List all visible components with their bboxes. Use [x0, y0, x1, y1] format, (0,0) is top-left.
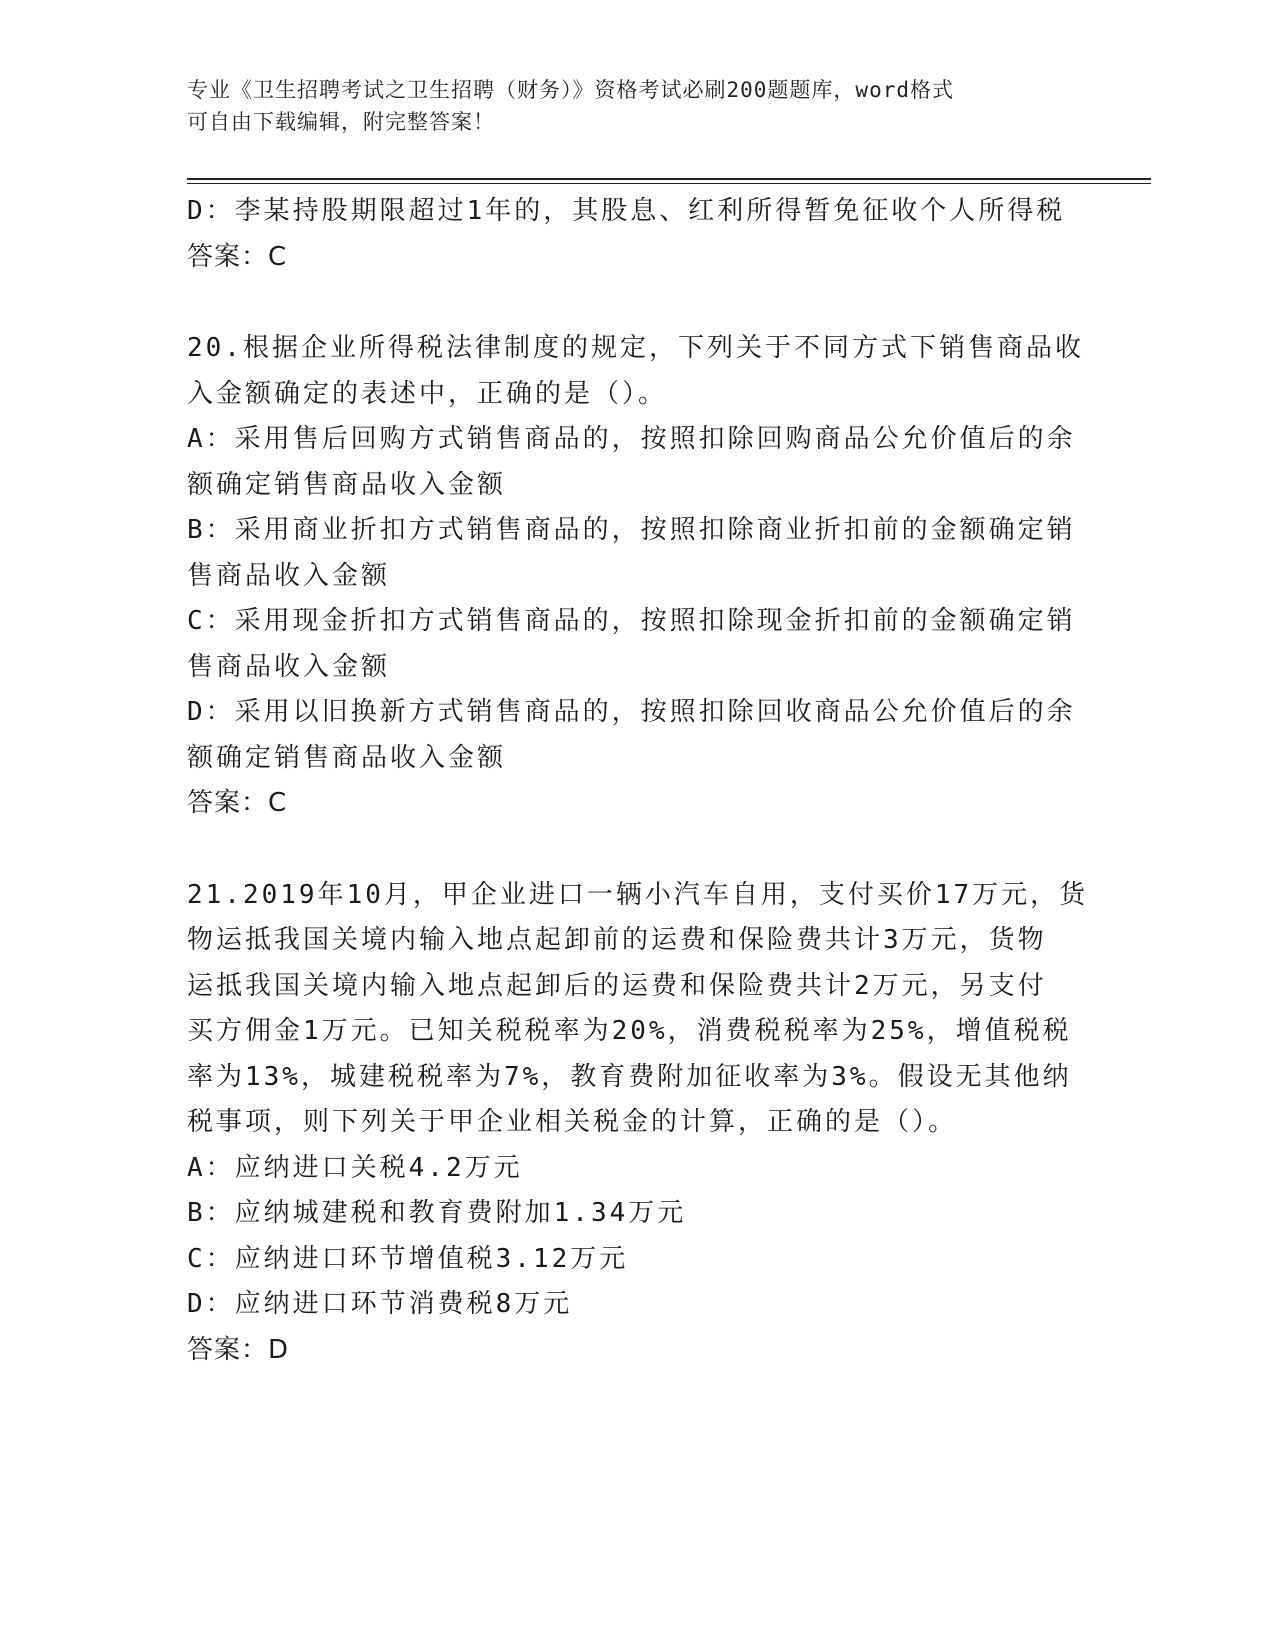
- question-gap: [187, 827, 1087, 873]
- option-c: C：应纳进口环节增值税3.12万元: [187, 1243, 629, 1274]
- question-stem-line: 率为13%，城建税税率为7%，教育费附加征收率为3%。假设无其他纳: [187, 1061, 1072, 1092]
- option-a: A：应纳进口关税4.2万元: [187, 1152, 523, 1183]
- option-a: A：采用售后回购方式销售商品的，按照扣除回购商品公允价值后的余: [187, 424, 1076, 454]
- option-c-continued: 售商品收入金额: [187, 651, 391, 682]
- option-b: B：采用商业折扣方式销售商品的，按照扣除商业折扣前的金额确定销: [187, 515, 1076, 545]
- question-stem-line: 运抵我国关境内输入地点起卸后的运费和保险费共计2万元，另支付: [187, 970, 1047, 1001]
- option-b: B：应纳城建税和教育费附加1.34万元: [187, 1198, 687, 1228]
- question-gap: [187, 280, 1087, 326]
- header-line-1: 专业《卫生招聘考试之卫生招聘（财务）》资格考试必刷200题题库，word格式: [187, 78, 954, 102]
- option-d-continued: 额确定销售商品收入金额: [187, 742, 507, 773]
- question-stem-line: 入金额确定的表述中，正确的是（）。: [187, 378, 668, 409]
- option-d: D：李某持股期限超过1年的，其股息、红利所得暂免征收个人所得税: [187, 196, 1066, 226]
- question-19-tail: [187, 189, 1087, 280]
- header-divider-thick: [187, 178, 1151, 180]
- answer: 答案：D: [187, 1334, 290, 1365]
- question-stem-line: 物运抵我国关境内输入地点起卸前的运费和保险费共计3万元，货物: [187, 925, 1047, 955]
- header-line-2: 可自由下载编辑，附完整答案！: [187, 110, 495, 134]
- question-20: [187, 326, 1087, 827]
- question-stem-line: 20.根据企业所得税法律制度的规定，下列关于不同方式下销售商品收: [187, 333, 1084, 363]
- answer: 答案：C: [187, 788, 288, 818]
- document-body: [187, 189, 1087, 1373]
- option-d: D：采用以旧换新方式销售商品的，按照扣除回收商品公允价值后的余: [187, 697, 1076, 727]
- question-stem-line: 21.2019年10月，甲企业进口一辆小汽车自用，支付买价17万元，货: [187, 879, 1089, 910]
- option-b-continued: 售商品收入金额: [187, 560, 391, 591]
- option-a-continued: 额确定销售商品收入金额: [187, 469, 507, 500]
- answer: 答案：C: [187, 241, 288, 272]
- question-stem-line: 买方佣金1万元。已知关税税率为20%，消费税税率为25%，增值税税: [187, 1016, 1072, 1046]
- option-d: D：应纳进口环节消费税8万元: [187, 1289, 573, 1319]
- option-c: C：采用现金折扣方式销售商品的，按照扣除现金折扣前的金额确定销: [187, 606, 1076, 636]
- question-stem-line: 税事项，则下列关于甲企业相关税金的计算，正确的是（）。: [187, 1107, 958, 1137]
- question-21: [187, 873, 1087, 1374]
- header-divider-thin: [187, 183, 1151, 184]
- document-header: [187, 74, 1087, 138]
